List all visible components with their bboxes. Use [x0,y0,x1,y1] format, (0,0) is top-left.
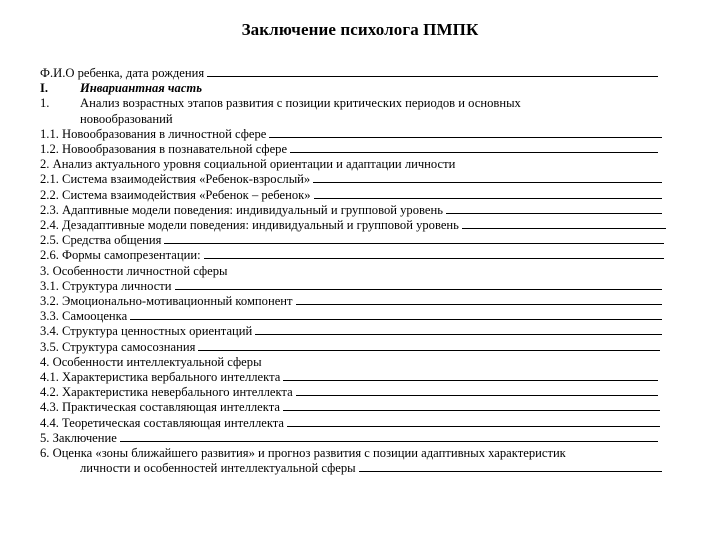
field-2-2-line[interactable] [314,188,662,199]
field-3-3: 3.3. Самооценка [40,309,662,324]
field-3-1: 3.1. Структура личности [40,279,662,294]
field-6: личности и особенностей интеллектуальной сферы [40,461,662,476]
field-4-3: 4.3. Практическая составляющая интеллекта [40,400,660,415]
field-2-6: 2.6. Формы самопрезентации: [40,248,664,263]
field-2-3: 2.3. Адаптивные модели поведения: индивидуальный и групповой уровень [40,203,662,218]
field-2-4: 2.4. Дезадаптивные модели поведения: индивидуальный и групповой уровень [40,218,666,233]
field-4-4: 4.4. Теоретическая составляющая интеллекта [40,416,660,431]
field-3-2: 3.2. Эмоционально-мотивационный компонент [40,294,662,309]
fio-field [40,66,658,81]
part-invariant-heading [40,81,670,96]
field-2-3-line[interactable] [446,203,662,214]
field-2-2: 2.2. Система взаимодействия «Ребенок – ребенок» [40,188,662,203]
section-4-heading: 4. Особенности интеллектуальной сферы [40,354,262,369]
section-1-heading [40,96,670,111]
field-5: 5. Заключение [40,431,658,446]
conclusion-form [40,66,670,476]
field-4-2: 4.2. Характеристика невербального интеллекта [40,385,658,400]
field-1-2-line[interactable] [290,142,658,153]
field-2-5-line[interactable] [164,233,664,244]
section-6-heading: 6. Оценка «зоны ближайшего развития» и прогноз развития с позиции адаптивных характеристик [40,446,566,461]
field-3-4-line[interactable] [255,324,662,335]
field-2-1-line[interactable] [313,172,662,183]
field-1-1: 1.1. Новообразования в личностной сфере [40,127,662,142]
field-3-3-line[interactable] [130,309,662,320]
fio-label: Ф.И.О ребенка, дата рождения [40,66,205,80]
field-3-5-line[interactable] [198,340,660,351]
section-1-number: 1. [40,96,50,111]
field-3-1-line[interactable] [175,279,662,290]
part-number: I. [40,81,49,96]
field-4-3-line[interactable] [283,400,660,411]
field-2-5: 2.5. Средства общения [40,233,664,248]
field-4-1: 4.1. Характеристика вербального интеллекта [40,370,658,385]
page-title: Заключение психолога ПМПК [241,20,479,39]
field-2-4-line[interactable] [462,218,666,229]
field-3-2-line[interactable] [296,294,662,305]
section-2-heading: 2. Анализ актуального уровня социальной ориентации и адаптации личности [40,157,456,172]
section-3-heading: 3. Особенности личностной сферы [40,263,228,278]
field-3-5: 3.5. Структура самосознания [40,340,660,355]
field-6-line[interactable] [359,461,662,472]
section-1-text-cont: новообразований [80,111,173,126]
section-1-text: Анализ возрастных этапов развития с позиции критических периодов и основных [80,96,521,111]
field-4-1-line[interactable] [283,370,658,381]
field-1-2: 1.2. Новообразования в познавательной сфере [40,142,658,157]
field-5-line[interactable] [120,431,658,442]
field-2-6-line[interactable] [204,248,664,259]
field-3-4: 3.4. Структура ценностных ориентаций [40,324,662,339]
part-label: Инвариантная часть [80,81,202,96]
field-4-4-line[interactable] [287,416,660,427]
field-2-1: 2.1. Система взаимодействия «Ребенок-взрослый» [40,172,662,187]
fio-input-line[interactable] [207,66,658,77]
field-4-2-line[interactable] [296,385,658,396]
field-1-1-line[interactable] [269,127,662,138]
